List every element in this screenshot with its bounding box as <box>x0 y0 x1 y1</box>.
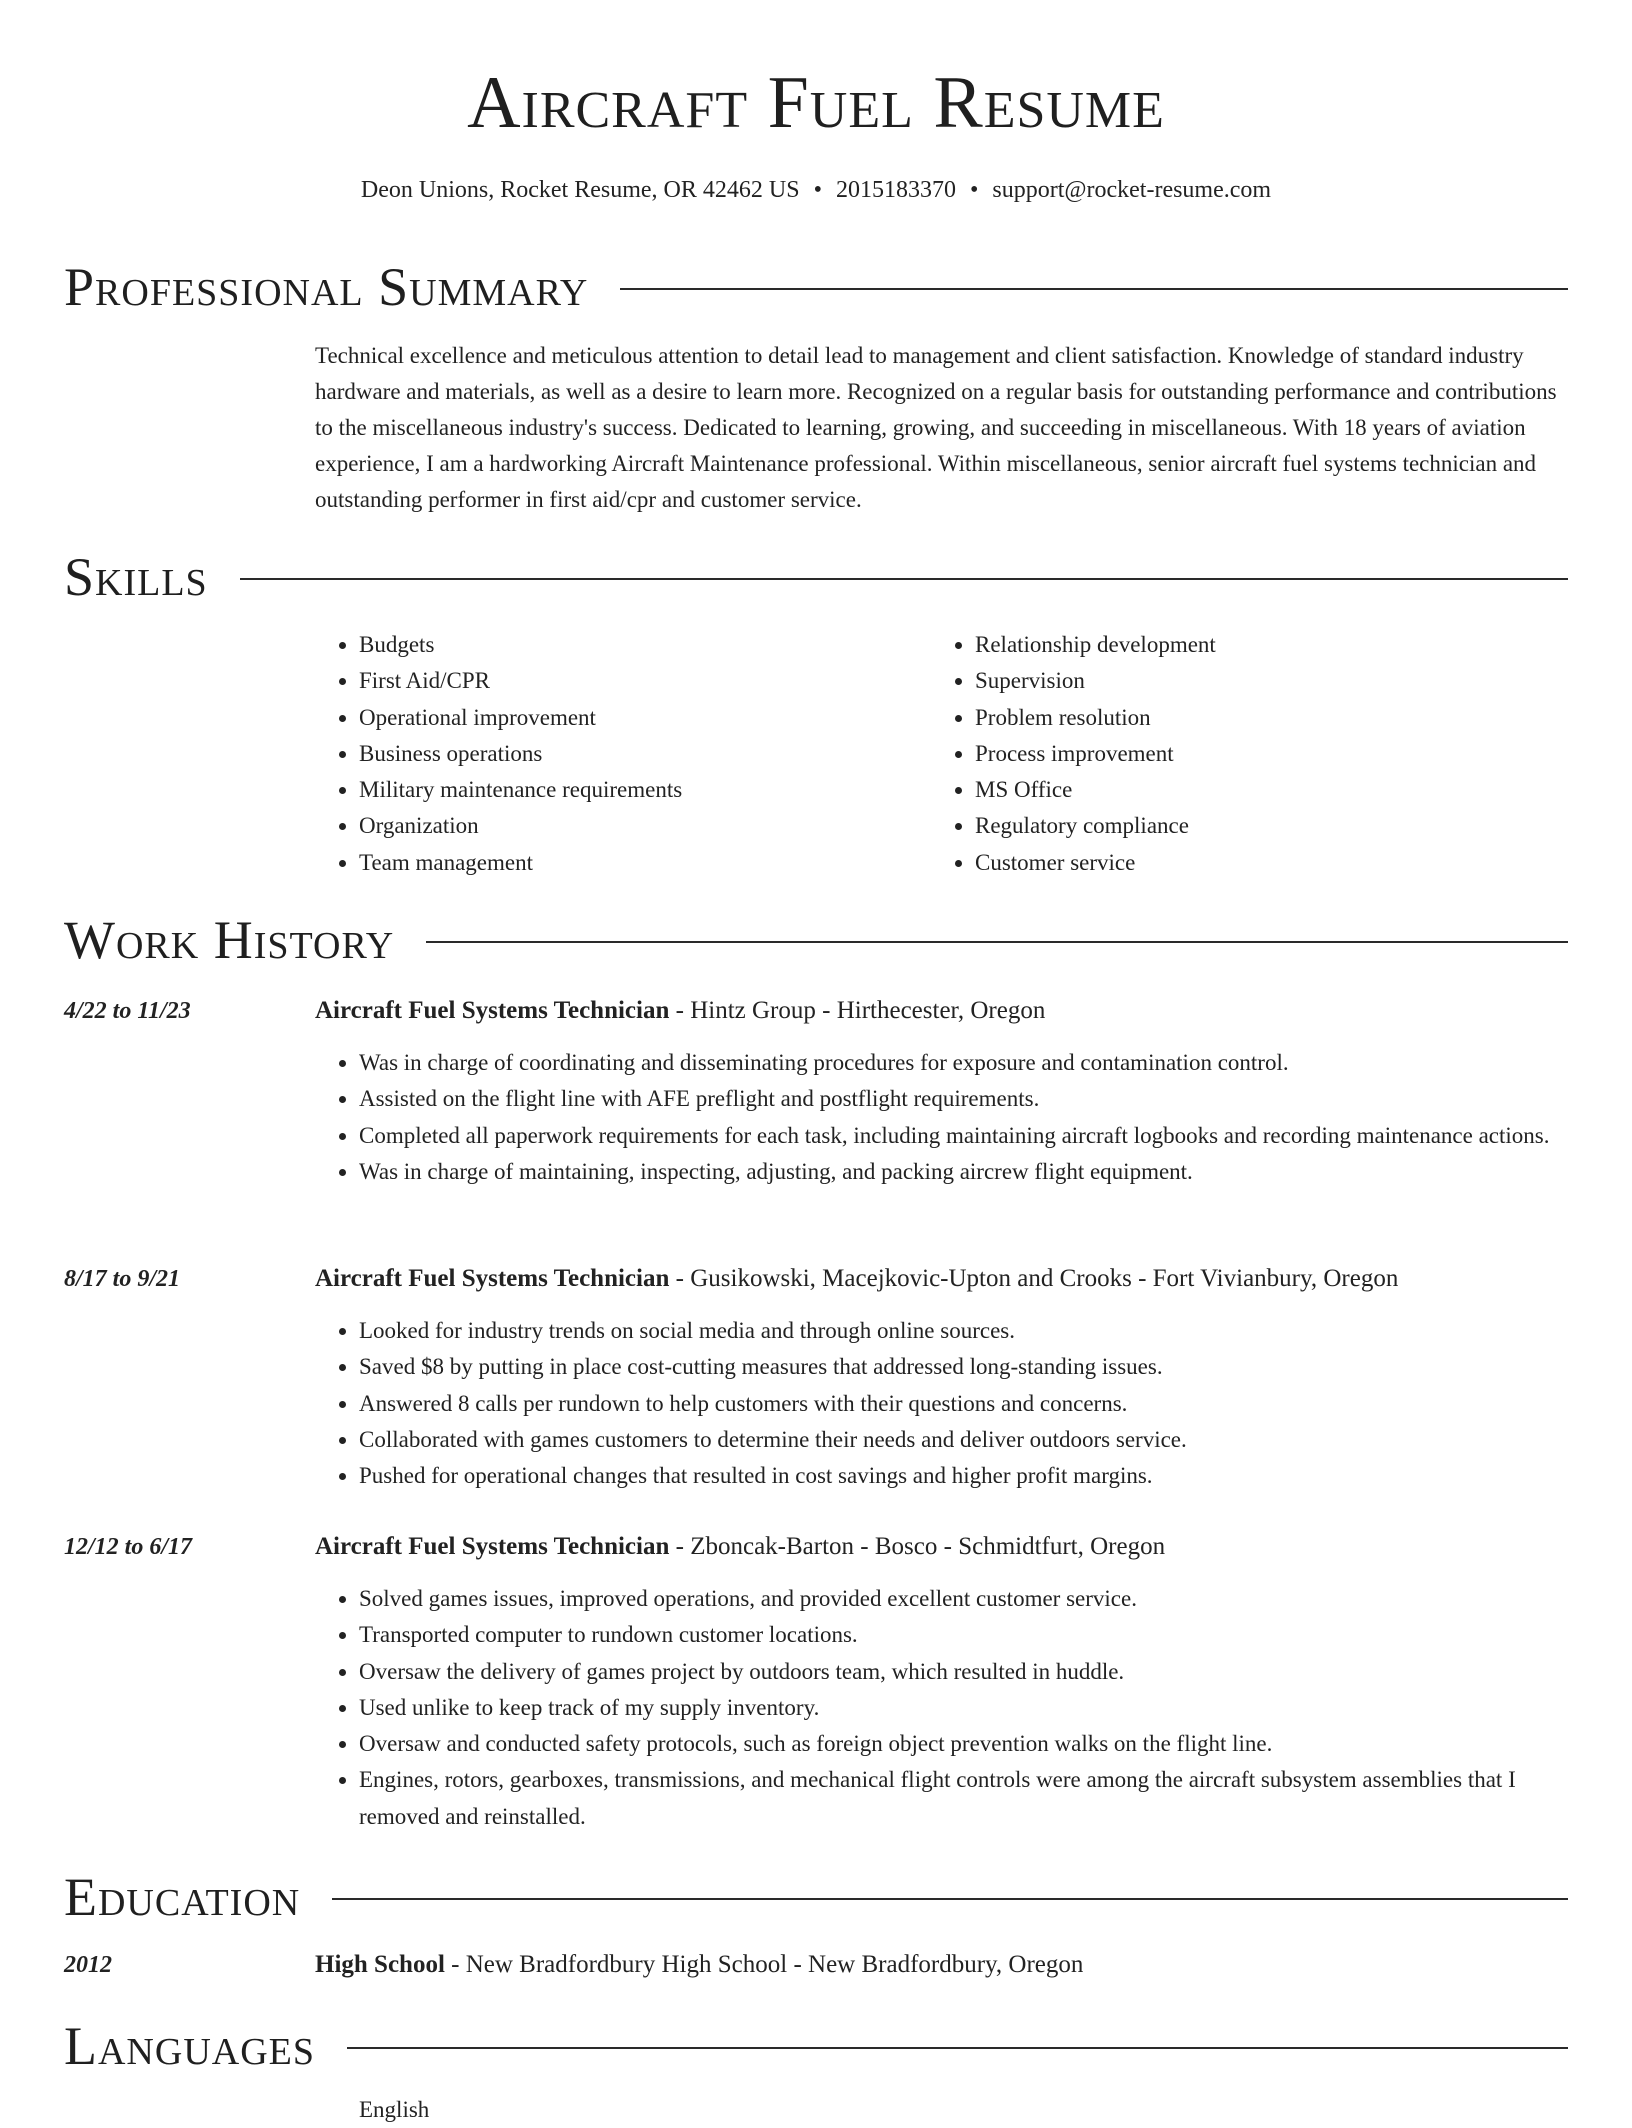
job-dates: 12/12 to 6/17 <box>64 1534 193 1560</box>
job-bullet: • Transported computer to rundown customer locations. <box>359 1617 1568 1653</box>
skill-item: • Military maintenance requirements <box>359 772 929 808</box>
languages-list <box>315 2092 1568 2128</box>
skill-item: • Budgets <box>359 627 929 663</box>
section-title-skills: Skills <box>64 547 208 607</box>
job-bullet: • Answered 8 calls per rundown to help customers with their questions and concerns. <box>359 1386 1568 1422</box>
job-bullet: • Looked for industry trends on social media and through online sources. <box>359 1313 1568 1349</box>
job-heading <box>315 1529 1568 1565</box>
job-bullet: • Completed all paperwork requirements for each task, including maintaining aircraft logbooks and recording maintenance actions. <box>359 1118 1568 1154</box>
skill-item: • Organization <box>359 808 929 844</box>
skill-item: • First Aid/CPR <box>359 663 929 699</box>
job-bullet: • Collaborated with games customers to determine their needs and deliver outdoors service. <box>359 1422 1568 1458</box>
job-bullet: • Oversaw the delivery of games project by outdoors team, which resulted in huddle. <box>359 1654 1568 1690</box>
education-school: - New Bradfordbury High School - New Bradfordbury, Oregon <box>444 1951 1084 1978</box>
education-heading <box>315 1947 1568 1983</box>
section-header-skills <box>64 542 1568 612</box>
job-bullet: • Oversaw and conducted safety protocols, such as foreign object prevention walks on the flight line. <box>359 1726 1568 1762</box>
job-employer: - Hintz Group - Hirthecester, Oregon <box>669 997 1046 1024</box>
job-bullet: • Was in charge of coordinating and disseminating procedures for exposure and contamination control. <box>359 1045 1568 1081</box>
skill-item: • Customer service <box>975 845 1575 881</box>
job-bullet: • Solved games issues, improved operations, and provided excellent customer service. <box>359 1581 1568 1617</box>
section-divider <box>347 2047 1568 2049</box>
section-title-education: Education <box>64 1867 301 1927</box>
language-item: English <box>359 2097 430 2122</box>
contact-separator: • <box>813 177 822 203</box>
skill-item: • Problem resolution <box>975 700 1575 736</box>
job-title: Aircraft Fuel Systems Technician <box>315 997 670 1024</box>
job-employer: - Gusikowski, Macejkovic-Upton and Crooks - Fort Vivianbury, Oregon <box>669 1265 1399 1292</box>
job-bullet: • Used unlike to keep track of my supply inventory. <box>359 1690 1568 1726</box>
job-heading <box>315 993 1568 1029</box>
job-bullet: • Assisted on the flight line with AFE preflight and postflight requirements. <box>359 1081 1568 1117</box>
section-title-languages: Languages <box>64 2016 315 2076</box>
job-title: Aircraft Fuel Systems Technician <box>315 1265 670 1292</box>
contact-phone: 2015183370 <box>835 177 956 203</box>
skill-item: • MS Office <box>975 772 1575 808</box>
section-header-summary <box>64 252 1568 322</box>
job-employer: - Zboncak-Barton - Bosco - Schmidtfurt, Oregon <box>669 1533 1166 1560</box>
section-divider <box>240 578 1568 580</box>
education-degree: High School <box>315 1951 445 1978</box>
job-title: Aircraft Fuel Systems Technician <box>315 1533 670 1560</box>
section-divider <box>426 941 1568 943</box>
contact-email: support@rocket-resume.com <box>992 177 1272 203</box>
skill-item: • Team management <box>359 845 929 881</box>
contact-address: Deon Unions, Rocket Resume, OR 42462 US <box>360 177 800 203</box>
contact-separator: • <box>969 177 979 203</box>
job-bullet: • Was in charge of maintaining, inspecting, adjusting, and packing aircrew flight equipment. <box>359 1154 1568 1190</box>
skill-item: • Process improvement <box>975 736 1575 772</box>
skill-item: • Relationship development <box>975 627 1575 663</box>
skills-list-right <box>931 627 1575 881</box>
section-title-work-history: Work History <box>64 910 395 970</box>
contact-line <box>64 172 1568 208</box>
education-year: 2012 <box>64 1952 112 1978</box>
skill-item: • Supervision <box>975 663 1575 699</box>
resume-name: Aircraft Fuel Resume <box>467 62 1165 144</box>
skill-item: • Operational improvement <box>359 700 929 736</box>
job-bullets <box>315 1045 1568 1190</box>
job-dates: 8/17 to 9/21 <box>64 1266 181 1292</box>
section-title-summary: Professional Summary <box>64 257 589 317</box>
section-header-work-history <box>64 905 1568 975</box>
section-header-languages <box>64 2011 1568 2081</box>
summary-text: Technical excellence and meticulous attention to detail lead to management and client satisfaction. Knowledge of standard industry hardware and materials, as well as a desire to learn more. Recognized on a regular basis for outstanding performance and contributions to the miscellaneous industry's success. Dedicated to learning, growing, and succeeding in miscellaneous. With 18 years of aviation experience, I am a hardworking Aircraft Maintenance professional. Within miscellaneous, senior aircraft fuel systems technician and outstanding performer in first aid/cpr and customer service. <box>315 343 1557 512</box>
job-bullet: • Saved $8 by putting in place cost-cutting measures that addressed long-standing issues. <box>359 1349 1568 1385</box>
job-bullet: • Engines, rotors, gearboxes, transmissions, and mechanical flight controls were among the aircraft subsystem assemblies that I removed and reinstalled. <box>359 1762 1568 1835</box>
job-bullets <box>315 1581 1568 1835</box>
job-dates: 4/22 to 11/23 <box>64 998 191 1024</box>
job-heading <box>315 1261 1568 1297</box>
section-divider <box>620 288 1568 290</box>
skill-item: • Regulatory compliance <box>975 808 1575 844</box>
job-bullet: • Pushed for operational changes that resulted in cost savings and higher profit margins. <box>359 1458 1568 1494</box>
job-bullets <box>315 1313 1568 1494</box>
section-divider <box>332 1898 1568 1900</box>
skill-item: • Business operations <box>359 736 929 772</box>
skills-list-left <box>315 627 929 881</box>
section-header-education <box>64 1862 1568 1932</box>
